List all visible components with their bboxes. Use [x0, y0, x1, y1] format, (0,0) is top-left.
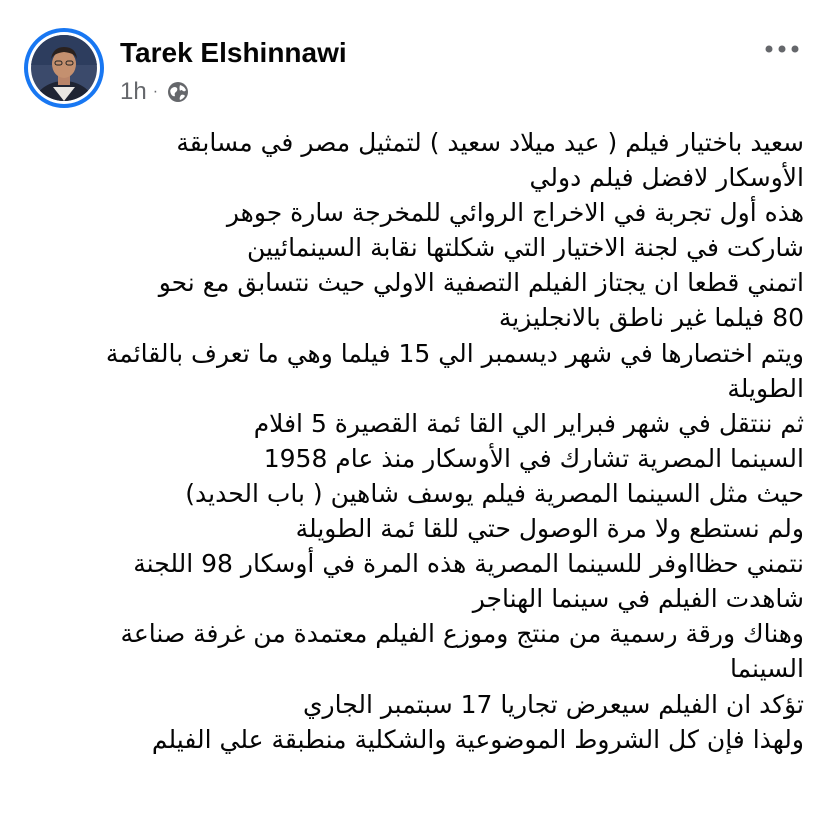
- post-line: اتمني قطعا ان يجتاز الفيلم التصفية الاولي حيث نتسابق مع نحو: [158, 268, 804, 298]
- post-line: وهناك ورقة رسمية من منتج وموزع الفيلم معتمدة من غرفة صناعة: [120, 619, 804, 649]
- post-line: ولم نستطع ولا مرة الوصول حتي للقا ئمة الطويلة: [295, 514, 804, 544]
- post-meta: [120, 78, 190, 106]
- post-line: ولهذا فإن كل الشروط الموضوعية والشكلية منطبقة علي الفيلم: [151, 724, 804, 754]
- post-line: هذه أول تجربة في الاخراج الروائي للمخرجة سارة جوهر: [226, 198, 804, 228]
- post-line: حيث مثل السينما المصرية فيلم يوسف شاهين ( باب الحديد): [185, 478, 804, 508]
- avatar-story-ring[interactable]: [24, 28, 104, 108]
- post-line: شاهدت الفيلم في سينما الهناجر: [472, 584, 804, 614]
- author-name[interactable]: Tarek Elshinnawi: [120, 37, 347, 68]
- post-line: السينما: [729, 654, 804, 684]
- post-line: الطويلة: [727, 373, 804, 403]
- globe-icon[interactable]: [166, 80, 190, 104]
- avatar-frame: [28, 32, 100, 104]
- more-horizontal-icon: [764, 44, 800, 54]
- post-line: نتمني حظااوفر للسينما المصرية هذه المرة في أوسكار 98 اللجنة: [133, 549, 804, 579]
- post-line: السينما المصرية تشارك في الأوسكار منذ عام 1958: [263, 443, 804, 473]
- post-header: [24, 28, 804, 112]
- post-line: 80 فيلما غير ناطق بالانجليزية: [498, 303, 804, 333]
- post-line: سعيد باختيار فيلم ( عيد ميلاد سعيد ) لتمثيل مصر في مسابقة: [176, 128, 804, 157]
- timestamp[interactable]: 1h: [120, 78, 147, 105]
- avatar[interactable]: [31, 35, 97, 101]
- post-line: ثم ننتقل في شهر فبراير الي القا ئمة القصيرة 5 افلام: [253, 408, 804, 438]
- post-line: تؤكد ان الفيلم سيعرض تجاريا 17 سبتمبر الجاري: [302, 689, 804, 719]
- post-body: [38, 125, 804, 757]
- post-line: شاركت في لجنة الاختيار التي شكلتها نقابة السينمائيين: [247, 233, 804, 263]
- post-line: ويتم اختصارها في شهر ديسمبر الي 15 فيلما وهي ما تعرف بالقائمة: [105, 338, 804, 368]
- post-line: الأوسكار لافضل فيلم دولي: [529, 163, 804, 193]
- meta-separator: ·: [152, 83, 159, 100]
- more-options-button[interactable]: [760, 34, 804, 64]
